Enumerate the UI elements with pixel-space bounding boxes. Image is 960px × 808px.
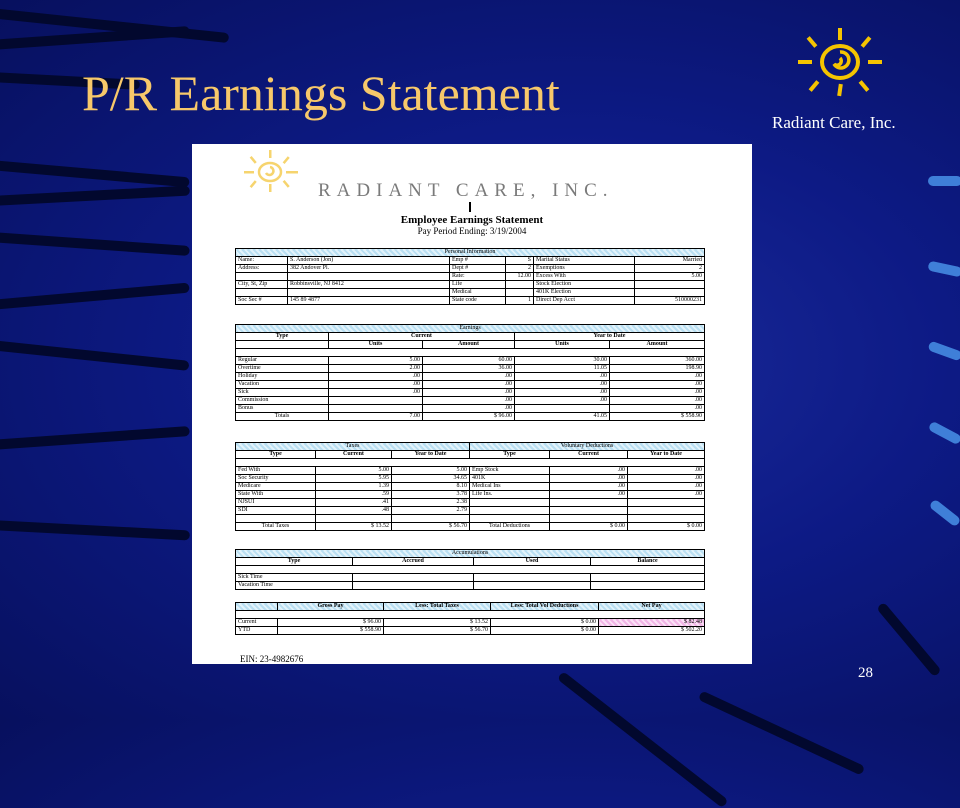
column-header bbox=[236, 341, 329, 349]
page-number: 28 bbox=[858, 665, 873, 681]
column-header: Year to Date bbox=[628, 451, 705, 459]
personal-info-cell bbox=[288, 289, 450, 297]
earnings-row bbox=[236, 381, 705, 389]
tax-deduction-row bbox=[236, 515, 705, 523]
earnings-cell: .00 bbox=[610, 397, 705, 405]
tax-deduction-row bbox=[236, 507, 705, 515]
tax-cell: 1.39 bbox=[316, 483, 392, 491]
background-stripe bbox=[876, 602, 942, 677]
personal-info-cell: Excess With bbox=[534, 273, 635, 281]
personal-info-cell: Direct Dep Acct bbox=[534, 297, 635, 305]
deduction-cell: .00 bbox=[628, 467, 705, 475]
earnings-total-cell: 7.00 bbox=[329, 413, 423, 421]
section-header: Accumulations bbox=[236, 550, 705, 558]
earnings-cell: 11.05 bbox=[515, 365, 610, 373]
deduction-cell: Medical Ins bbox=[470, 483, 550, 491]
earnings-row bbox=[236, 397, 705, 405]
earnings-cell: .00 bbox=[610, 405, 705, 413]
tax-deduction-row bbox=[236, 483, 705, 491]
earnings-row bbox=[236, 365, 705, 373]
tax-cell bbox=[392, 515, 470, 523]
column-header: Units bbox=[515, 341, 610, 349]
deduction-cell bbox=[628, 499, 705, 507]
earnings-table bbox=[235, 324, 705, 421]
pay-summary-table bbox=[235, 602, 705, 635]
summary-cell: $ 0.00 bbox=[491, 619, 599, 627]
personal-info-cell: S bbox=[506, 257, 534, 265]
taxes-deductions-table bbox=[235, 442, 705, 531]
net-pay-cell: $ 82.48 bbox=[599, 619, 705, 627]
personal-info-cell: 1 bbox=[506, 297, 534, 305]
personal-info-cell: State code bbox=[450, 297, 506, 305]
background-stripe bbox=[0, 26, 190, 50]
background-stripe bbox=[0, 520, 190, 540]
deduction-cell: .00 bbox=[628, 491, 705, 499]
spacer-row bbox=[236, 349, 705, 357]
tax-cell: State With bbox=[236, 491, 316, 499]
background-stripe bbox=[698, 690, 865, 775]
deduction-cell bbox=[550, 499, 628, 507]
earnings-cell: 30.00 bbox=[515, 357, 610, 365]
column-header: Year to Date bbox=[515, 333, 705, 341]
column-header: Accrued bbox=[353, 558, 474, 566]
column-header: Year to Date bbox=[392, 451, 470, 459]
personal-info-cell: Soc Sec # bbox=[236, 297, 288, 305]
taxes-total-row bbox=[236, 523, 705, 531]
accumulation-cell bbox=[591, 574, 705, 582]
summary-row bbox=[236, 627, 705, 635]
earnings-cell: .00 bbox=[515, 381, 610, 389]
background-stripe bbox=[929, 499, 960, 528]
personal-info-cell: 5.00 bbox=[635, 273, 705, 281]
tax-deduction-row bbox=[236, 499, 705, 507]
deduction-cell bbox=[470, 507, 550, 515]
earnings-cell: 36.00 bbox=[423, 365, 515, 373]
earnings-cell: 60.00 bbox=[423, 357, 515, 365]
personal-info-cell: Emp # bbox=[450, 257, 506, 265]
personal-info-cell: 382 Andover Pl. bbox=[288, 265, 450, 273]
background-stripe bbox=[0, 232, 190, 256]
column-header: Less: Total Taxes bbox=[384, 603, 491, 611]
earnings-cell: .00 bbox=[329, 373, 423, 381]
accumulation-cell bbox=[591, 582, 705, 590]
personal-info-cell: 145 89 4877 bbox=[288, 297, 450, 305]
column-header bbox=[236, 603, 278, 611]
earnings-cell: Bonus bbox=[236, 405, 329, 413]
tax-total-cell: $ 56.70 bbox=[392, 523, 470, 531]
personal-info-row bbox=[236, 265, 705, 273]
earnings-cell: .00 bbox=[329, 389, 423, 397]
earnings-total-cell: Totals bbox=[236, 413, 329, 421]
accumulation-row bbox=[236, 574, 705, 582]
summary-cell: $ 0.00 bbox=[491, 627, 599, 635]
earnings-cell: .00 bbox=[423, 397, 515, 405]
column-header: Type bbox=[236, 451, 316, 459]
section-header: Earnings bbox=[236, 325, 705, 333]
earnings-cell: .00 bbox=[610, 373, 705, 381]
tax-deduction-row bbox=[236, 491, 705, 499]
earnings-cell: .00 bbox=[610, 389, 705, 397]
document-title: Employee Earnings Statement bbox=[400, 214, 544, 226]
personal-info-row bbox=[236, 257, 705, 265]
tax-cell: 8.10 bbox=[392, 483, 470, 491]
earnings-cell: Sick bbox=[236, 389, 329, 397]
deduction-cell: .00 bbox=[628, 475, 705, 483]
personal-info-cell: Rate: bbox=[450, 273, 506, 281]
background-stripe bbox=[927, 261, 960, 278]
earnings-cell: 5.00 bbox=[329, 357, 423, 365]
column-header: Less: Total Vol Deductions bbox=[491, 603, 599, 611]
accumulation-cell: Sick Time bbox=[236, 574, 353, 582]
summary-header-row bbox=[236, 603, 705, 611]
sun-icon bbox=[240, 148, 304, 194]
deduction-cell: Life Ins. bbox=[470, 491, 550, 499]
tax-cell: 2.79 bbox=[392, 507, 470, 515]
personal-info-cell bbox=[288, 273, 450, 281]
personal-info-cell bbox=[635, 289, 705, 297]
earnings-cell: .00 bbox=[423, 373, 515, 381]
tax-cell: 2.38 bbox=[392, 499, 470, 507]
personal-info-cell: Address: bbox=[236, 265, 288, 273]
earnings-row bbox=[236, 373, 705, 381]
tax-cell bbox=[236, 515, 316, 523]
earnings-cell: 360.00 bbox=[610, 357, 705, 365]
deduction-total-cell: $ 0.00 bbox=[628, 523, 705, 531]
spacer-row bbox=[236, 459, 705, 467]
accumulation-cell: Vacation Time bbox=[236, 582, 353, 590]
accumulations-header-row bbox=[236, 558, 705, 566]
deduction-cell: .00 bbox=[550, 483, 628, 491]
personal-info-cell: S. Anderson (Jon) bbox=[288, 257, 450, 265]
spacer-row bbox=[236, 611, 705, 619]
tax-total-cell: Total Taxes bbox=[236, 523, 316, 531]
column-header: Used bbox=[474, 558, 591, 566]
background-stripe bbox=[0, 426, 190, 450]
summary-row bbox=[236, 619, 705, 627]
spacer-row bbox=[236, 566, 705, 574]
tax-cell: Fed With bbox=[236, 467, 316, 475]
personal-info-cell bbox=[236, 289, 288, 297]
deduction-cell bbox=[628, 515, 705, 523]
column-header: Current bbox=[329, 333, 515, 341]
personal-info-row bbox=[236, 297, 705, 305]
accumulations-table bbox=[235, 549, 705, 590]
tax-cell: 34.65 bbox=[392, 475, 470, 483]
earnings-row bbox=[236, 389, 705, 397]
section-header: Personal Information bbox=[236, 249, 705, 257]
tax-cell: 5.95 bbox=[316, 475, 392, 483]
personal-info-table bbox=[235, 248, 705, 305]
earnings-cell: .00 bbox=[515, 373, 610, 381]
earnings-total-row bbox=[236, 413, 705, 421]
tax-deduction-row bbox=[236, 467, 705, 475]
background-stripe bbox=[928, 421, 960, 446]
personal-info-cell: 401K Election bbox=[534, 289, 635, 297]
summary-cell: Current bbox=[236, 619, 278, 627]
earnings-cell: Regular bbox=[236, 357, 329, 365]
employer-id: EIN: 23-4982676 bbox=[240, 654, 304, 664]
accumulation-cell bbox=[474, 582, 591, 590]
personal-info-cell bbox=[236, 273, 288, 281]
column-header: Amount bbox=[423, 341, 515, 349]
summary-cell: $ 558.90 bbox=[278, 627, 384, 635]
column-header: Net Pay bbox=[599, 603, 705, 611]
deduction-cell: .00 bbox=[550, 475, 628, 483]
deduction-cell: .00 bbox=[550, 491, 628, 499]
personal-info-cell: 2 bbox=[506, 265, 534, 273]
net-pay-cell: $ 502.20 bbox=[599, 627, 705, 635]
personal-info-cell: Name: bbox=[236, 257, 288, 265]
column-header: Current bbox=[550, 451, 628, 459]
personal-info-cell: Life bbox=[450, 281, 506, 289]
earnings-cell: .00 bbox=[515, 397, 610, 405]
earnings-cell: .00 bbox=[610, 381, 705, 389]
background-stripe bbox=[0, 340, 189, 371]
personal-info-cell bbox=[506, 289, 534, 297]
earnings-total-cell: $ 558.90 bbox=[610, 413, 705, 421]
personal-info-cell: Exemptions bbox=[534, 265, 635, 273]
deduction-cell bbox=[628, 507, 705, 515]
personal-info-cell: 2 bbox=[635, 265, 705, 273]
earnings-cell: Holiday bbox=[236, 373, 329, 381]
deduction-total-cell: $ 0.00 bbox=[550, 523, 628, 531]
tax-cell: 3.78 bbox=[392, 491, 470, 499]
earnings-cell: Overtime bbox=[236, 365, 329, 373]
summary-cell: YTD bbox=[236, 627, 278, 635]
deduction-cell: Emp Stock bbox=[470, 467, 550, 475]
column-header: Balance bbox=[591, 558, 705, 566]
text-cursor bbox=[469, 202, 471, 212]
earnings-cell: .00 bbox=[423, 381, 515, 389]
pay-period: Pay Period Ending: 3/19/2004 bbox=[417, 226, 527, 236]
column-header: Type bbox=[236, 558, 353, 566]
deduction-cell bbox=[550, 507, 628, 515]
earnings-total-cell: $ 96.00 bbox=[423, 413, 515, 421]
background-stripe bbox=[927, 340, 960, 361]
accumulation-row bbox=[236, 582, 705, 590]
earnings-cell: .00 bbox=[515, 389, 610, 397]
background-stripe bbox=[0, 160, 190, 187]
background-stripe bbox=[928, 176, 960, 186]
background-stripe bbox=[0, 283, 190, 310]
earnings-row bbox=[236, 405, 705, 413]
personal-info-cell: Marital Status bbox=[534, 257, 635, 265]
tax-cell: SDI bbox=[236, 507, 316, 515]
personal-info-cell: 510000231 bbox=[635, 297, 705, 305]
summary-cell: $ 96.00 bbox=[278, 619, 384, 627]
accumulation-cell bbox=[353, 574, 474, 582]
earnings-cell bbox=[329, 397, 423, 405]
personal-info-cell: City, St, Zip bbox=[236, 281, 288, 289]
earnings-cell: Vacation bbox=[236, 381, 329, 389]
tax-cell: Soc Security bbox=[236, 475, 316, 483]
section-header: Voluntary Deductions bbox=[470, 443, 705, 451]
personal-info-row bbox=[236, 273, 705, 281]
deduction-cell bbox=[470, 515, 550, 523]
personal-info-cell: Dept # bbox=[450, 265, 506, 273]
earnings-total-cell: 41.05 bbox=[515, 413, 610, 421]
slide-title: P/R Earnings Statement bbox=[82, 65, 560, 121]
personal-info-cell bbox=[506, 281, 534, 289]
tax-cell: .59 bbox=[316, 491, 392, 499]
personal-info-cell bbox=[635, 281, 705, 289]
personal-info-row bbox=[236, 281, 705, 289]
earnings-cell: .00 bbox=[329, 381, 423, 389]
tax-total-cell: $ 13.52 bbox=[316, 523, 392, 531]
deduction-cell bbox=[550, 515, 628, 523]
company-name: RADIANT CARE, INC. bbox=[318, 180, 614, 201]
personal-info-cell: Stock Election bbox=[534, 281, 635, 289]
deduction-cell: .00 bbox=[550, 467, 628, 475]
tax-cell: 5.00 bbox=[392, 467, 470, 475]
personal-info-cell: Medical bbox=[450, 289, 506, 297]
accumulation-cell bbox=[474, 574, 591, 582]
tax-cell: NJSUI bbox=[236, 499, 316, 507]
earnings-statement-document bbox=[192, 144, 752, 664]
earnings-row bbox=[236, 357, 705, 365]
earnings-cell: Commission bbox=[236, 397, 329, 405]
tax-cell: .41 bbox=[316, 499, 392, 507]
column-header: Current bbox=[316, 451, 392, 459]
earnings-cell: .00 bbox=[423, 389, 515, 397]
tax-cell: Medicare bbox=[236, 483, 316, 491]
deduction-cell: 401K bbox=[470, 475, 550, 483]
column-header: Amount bbox=[610, 341, 705, 349]
accumulation-cell bbox=[353, 582, 474, 590]
tax-cell bbox=[316, 515, 392, 523]
summary-cell: $ 13.52 bbox=[384, 619, 491, 627]
personal-info-cell: Married bbox=[635, 257, 705, 265]
column-header: Type bbox=[470, 451, 550, 459]
deduction-cell: .00 bbox=[628, 483, 705, 491]
earnings-cell bbox=[515, 405, 610, 413]
tax-cell: 5.00 bbox=[316, 467, 392, 475]
earnings-cell: 198.90 bbox=[610, 365, 705, 373]
sun-logo-icon bbox=[792, 22, 888, 112]
personal-info-cell: Robbinsville, NJ 8412 bbox=[288, 281, 450, 289]
earnings-cell: 2.00 bbox=[329, 365, 423, 373]
column-header: Gross Pay bbox=[278, 603, 384, 611]
company-logo-text: Radiant Care, Inc. bbox=[772, 113, 896, 132]
personal-info-cell: 12.00 bbox=[506, 273, 534, 281]
tax-cell: .48 bbox=[316, 507, 392, 515]
section-header: Taxes bbox=[236, 443, 470, 451]
earnings-cell: .00 bbox=[423, 405, 515, 413]
deduction-total-cell: Total Deductions bbox=[470, 523, 550, 531]
column-header: Type bbox=[236, 333, 329, 341]
tax-deduction-row bbox=[236, 475, 705, 483]
background-stripe bbox=[0, 186, 190, 206]
deduction-cell bbox=[470, 499, 550, 507]
summary-cell: $ 56.70 bbox=[384, 627, 491, 635]
personal-info-row bbox=[236, 289, 705, 297]
earnings-cell bbox=[329, 405, 423, 413]
column-header: Units bbox=[329, 341, 423, 349]
